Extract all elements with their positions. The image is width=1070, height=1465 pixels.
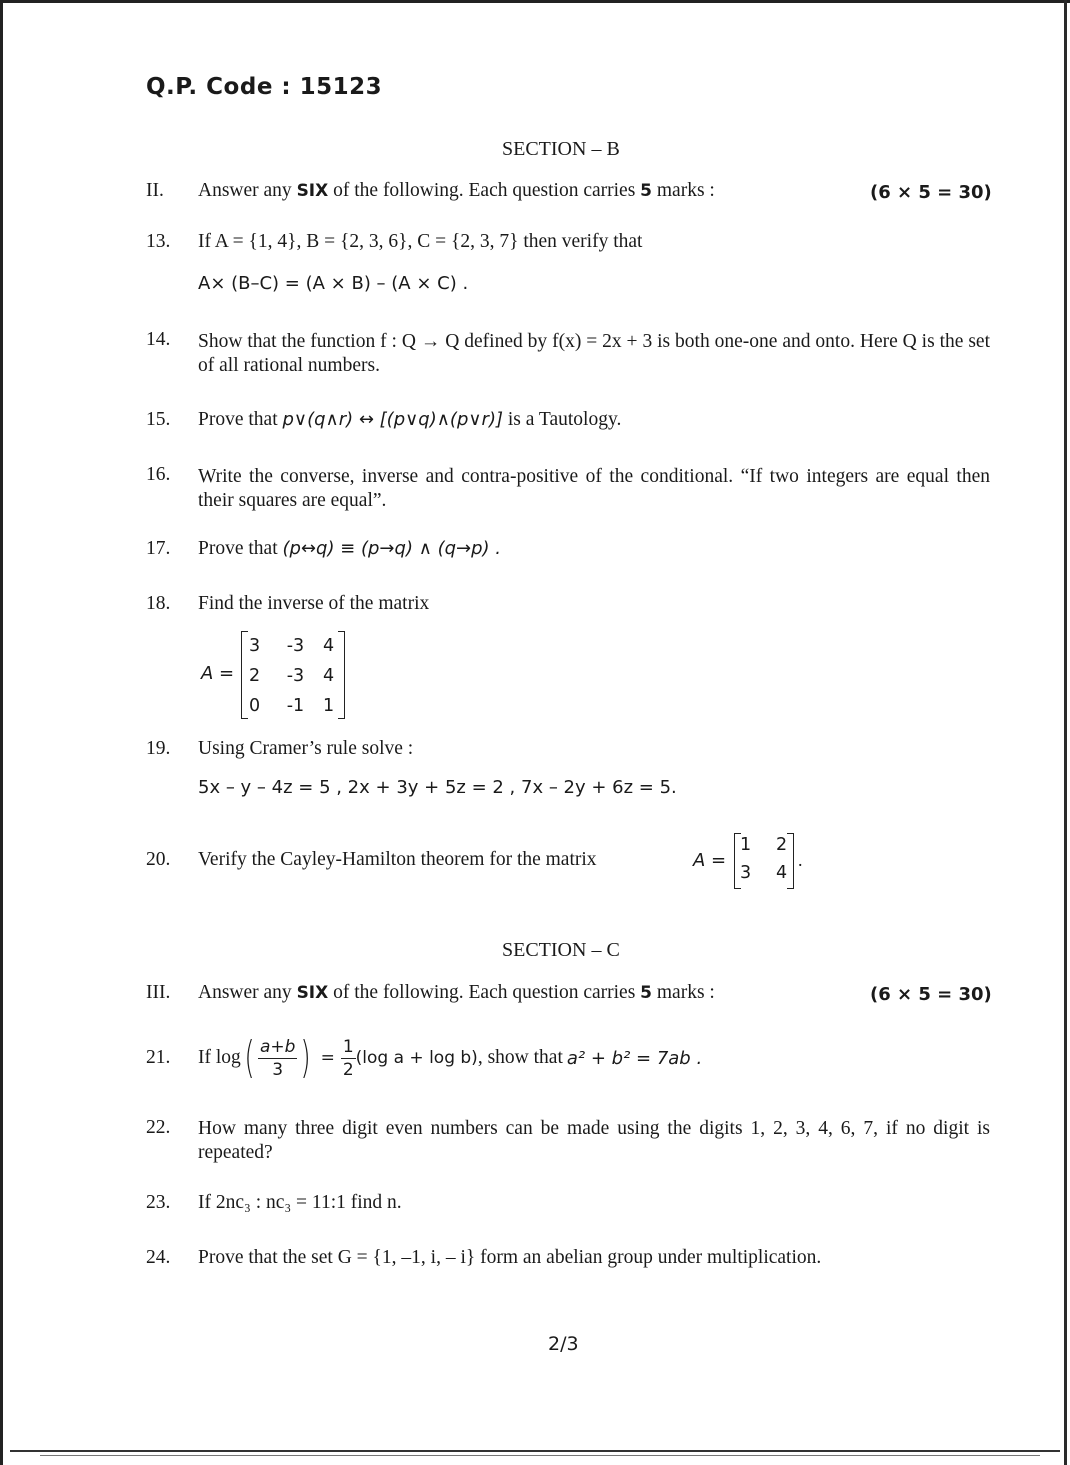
matrix-cell: 3 [249,636,261,656]
matrix-lhs: A = [201,663,235,684]
section-c-instruction: Answer any SIX of the following. Each question carries 5 marks : [198,982,715,1003]
question-number: 23. [146,1192,171,1213]
scan-edge [1064,0,1067,1465]
matrix-lhs: A = [693,850,727,871]
matrix-cell: 3 [740,863,752,883]
question-17-text: Prove that (p↔q) ≡ (p→q) ∧ (q→p) . [198,538,502,559]
fraction-half: $\frac{1}{2}$ [342,1036,354,1080]
matrix-cell: 2 [776,835,788,855]
question-number: 20. [146,849,171,870]
section-b-roman: II. [146,180,164,201]
question-number: 24. [146,1247,171,1268]
section-c-roman: III. [146,982,171,1003]
question-20-text: Verify the Cayley-Hamilton theorem for the matrix [198,849,597,870]
matrix-cell: 1 [323,696,335,716]
fraction: $\frac{a+b}{3}$ [259,1036,296,1080]
question-19-equations: 5x – y – 4z = 5 , 2x + 3y + 5z = 2 , 7x – 2y + 6z = 5. [198,777,677,798]
matrix-cell: 4 [323,636,335,656]
question-number: 19. [146,738,171,759]
matrix-cell: -3 [286,636,305,656]
question-number: 16. [146,464,171,485]
matrix-cell: -1 [286,696,305,716]
section-c-marks: (6 × 5 = 30) [870,984,992,1005]
matrix-2x2 [734,833,794,889]
question-24-text: Prove that the set G = {1, –1, i, – i} form an abelian group under multiplication. [198,1247,822,1268]
matrix-cell: 0 [249,696,261,716]
qp-code: Q.P. Code : 15123 [146,74,383,100]
question-19-text: Using Cramer’s rule solve : [198,738,414,759]
scan-edge [0,0,3,1465]
scan-edge [40,1455,1040,1456]
left-paren: ( [244,1032,255,1083]
page-number: 2/3 [548,1333,579,1355]
question-number: 21. [146,1047,171,1068]
question-23-text: If 2nc₃ : nc₃ = 11:1 find n. [198,1192,402,1213]
matrix-cell: 4 [323,666,335,686]
question-13-line1: If A = {1, 4}, B = {2, 3, 6}, C = {2, 3, 7} then verify that [198,231,643,252]
scan-edge [10,1450,1060,1452]
section-b-instruction: Answer any SIX of the following. Each question carries 5 marks : [198,180,715,201]
question-22-text: How many three digit even numbers can be made using the digits 1, 2, 3, 4, 6, 7, if no digit is repeated? [198,1118,990,1163]
scan-edge [0,0,1070,3]
question-16-text: Write the converse, inverse and contra-positive of the conditional. “If two integers are equal then their squares are equal”. [198,466,990,511]
question-15-text: Prove that p∨(q∧r) ↔ [(p∨q)∧(p∨r)] is a Tautology. [198,409,622,430]
question-number: 15. [146,409,171,430]
question-number: 13. [146,231,171,252]
question-21-text: If log ( $\frac{a+b}{3}$ ) = $\frac{1}{2}$ (log a + log b) , show that a² + b² = 7ab . [198,1032,703,1083]
question-13-line2: A× (B–C) = (A × B) – (A × C) . [198,273,469,294]
question-number: 18. [146,593,171,614]
question-number: 22. [146,1117,171,1138]
question-number: 17. [146,538,171,559]
question-14-text: Show that the function f : Q → Q defined by f(x) = 2x + 3 is both one-one and onto. Here Q is the set of all rational numbers. [198,331,990,376]
right-paren: ) [300,1032,312,1083]
section-b-marks: (6 × 5 = 30) [870,182,992,203]
matrix-cell: -3 [286,666,305,686]
matrix-cell: 1 [740,835,752,855]
matrix-3x3 [241,631,345,719]
matrix-cell: 2 [249,666,261,686]
matrix-cell: 4 [776,863,788,883]
section-c-title: SECTION – C [502,939,620,961]
right-bracket [338,631,345,719]
question-18-text: Find the inverse of the matrix [198,593,430,614]
matrix-period: . [798,850,803,870]
section-b-title: SECTION – B [502,138,620,160]
question-number: 14. [146,329,171,350]
